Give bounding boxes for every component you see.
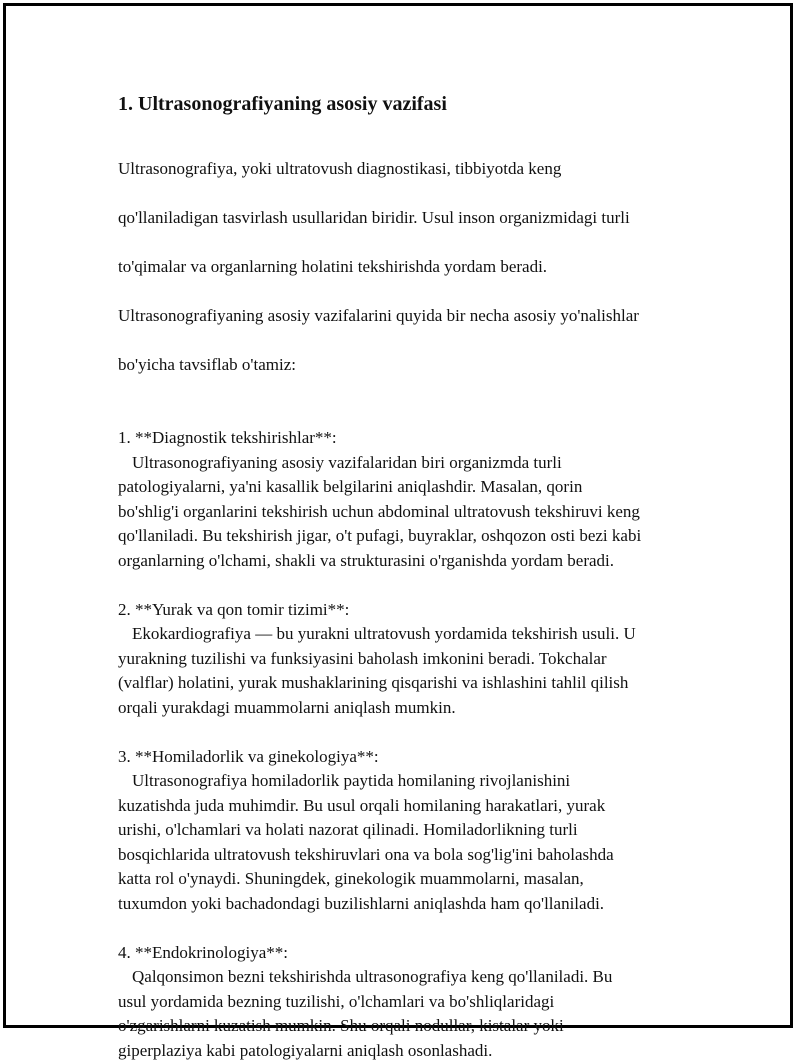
paragraph-gap <box>118 720 698 745</box>
section-line: usul yordamida bezning tuzilishi, o'lchamlari va bo'shliqlaridagi <box>118 990 698 1015</box>
intro-paragraph <box>118 132 698 402</box>
section-line: Ultrasonografiyaning asosiy vazifalaridan biri organizmda turli <box>118 451 698 476</box>
section-line: katta rol o'ynaydi. Shuningdek, ginekologik muammolarni, masalan, <box>118 867 698 892</box>
paragraph-gap <box>118 402 698 427</box>
section-line: giperplaziya kabi patologiyalarni aniqlash osonlashadi. <box>118 1039 698 1063</box>
intro-line: to'qimalar va organlarning holatini tekshirishda yordam beradi. <box>118 255 698 280</box>
section-yurak <box>118 598 698 721</box>
section-line: Ultrasonografiya homiladorlik paytida homilaning rivojlanishini <box>118 769 698 794</box>
section-line: kuzatishda juda muhimdir. Bu usul orqali homilaning harakatlari, yurak <box>118 794 698 819</box>
section-line: organlarning o'lchami, shakli va strukturasini o'rganishda yordam beradi. <box>118 549 698 574</box>
section-line: o'zgarishlarni kuzatish mumkin. Shu orqali nodullar, kistalar yoki <box>118 1014 698 1039</box>
section-heading: 3. **Homiladorlik va ginekologiya**: <box>118 745 698 770</box>
paragraph-gap <box>118 573 698 598</box>
section-line: (valflar) holatini, yurak mushaklarining qisqarishi va ishlashini tahlil qilish <box>118 671 698 696</box>
section-body <box>118 769 698 916</box>
section-endokrinologiya <box>118 941 698 1063</box>
paragraph-gap <box>118 916 698 941</box>
section-line: tuxumdon yoki bachadondagi buzilishlarni aniqlashda ham qo'llaniladi. <box>118 892 698 917</box>
section-line: Qalqonsimon bezni tekshirishda ultrasonografiya keng qo'llaniladi. Bu <box>118 965 698 990</box>
section-line: orqali yurakdagi muammolarni aniqlash mumkin. <box>118 696 698 721</box>
section-body <box>118 451 698 574</box>
intro-line: Ultrasonografiya, yoki ultratovush diagnostikasi, tibbiyotda keng <box>118 157 698 182</box>
section-line: bo'shlig'i organlarini tekshirish uchun abdominal ultratovush tekshiruvi keng <box>118 500 698 525</box>
section-line: qo'llaniladi. Bu tekshirish jigar, o't pufagi, buyraklar, oshqozon osti bezi kabi <box>118 524 698 549</box>
section-line: patologiyalarni, ya'ni kasallik belgilarini aniqlashdir. Masalan, qorin <box>118 475 698 500</box>
section-diagnostik <box>118 426 698 573</box>
section-line: urishi, o'lchamlari va holati nazorat qilinadi. Homiladorlikning turli <box>118 818 698 843</box>
intro-line: bo'yicha tavsiflab o'tamiz: <box>118 353 698 378</box>
section-body <box>118 622 698 720</box>
section-heading: 1. **Diagnostik tekshirishlar**: <box>118 426 698 451</box>
section-line: yurakning tuzilishi va funksiyasini baholash imkonini beradi. Tokchalar <box>118 647 698 672</box>
section-heading: 2. **Yurak va qon tomir tizimi**: <box>118 598 698 623</box>
section-heading: 4. **Endokrinologiya**: <box>118 941 698 966</box>
intro-line: Ultrasonografiyaning asosiy vazifalarini quyida bir necha asosiy yo'nalishlar <box>118 304 698 329</box>
section-homiladorlik <box>118 745 698 917</box>
section-line: Ekokardiografiya — bu yurakni ultratovush yordamida tekshirish usuli. U <box>118 622 698 647</box>
document-body <box>118 90 698 1063</box>
document-title: 1. Ultrasonografiyaning asosiy vazifasi <box>118 90 698 118</box>
intro-line: qo'llaniladigan tasvirlash usullaridan biridir. Usul inson organizmidagi turli <box>118 206 698 231</box>
section-body <box>118 965 698 1063</box>
section-line: bosqichlarida ultratovush tekshiruvlari ona va bola sog'lig'ini baholashda <box>118 843 698 868</box>
